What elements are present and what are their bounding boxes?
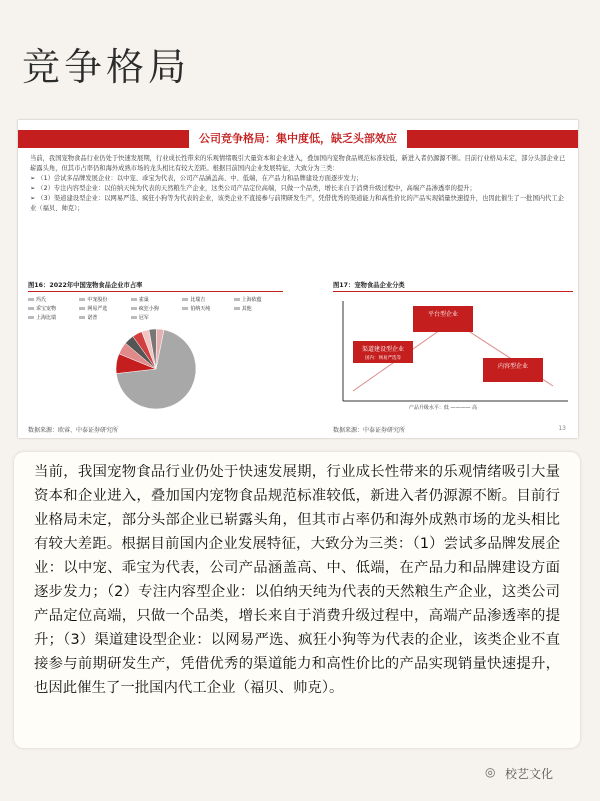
- source-right: 数据来源：中泰证券研究所: [333, 427, 406, 434]
- figure-16-legend: [28, 296, 283, 321]
- page-number: 13: [558, 425, 566, 432]
- legend-item: 诺普: [79, 314, 128, 321]
- report-bullet-2: ➢ （2）专注内容型企业：以伯纳天纯为代表的天然粮生产企业，这类公司产品定位高端，只做一个品类，增长来自于消费升级过程中，高端产品渗透率的提升；: [30, 184, 566, 194]
- content-box: [483, 358, 543, 382]
- legend-item: 冠军: [131, 314, 180, 321]
- figure-16: [28, 280, 283, 410]
- source-left: 数据来源：欧睿、中泰证券研究所: [28, 427, 119, 434]
- report-bullet-1: ➢ （1）尝试多品牌发展企业：以中宠、乖宝为代表，公司产品涵盖高、中、低端，在产品力和品牌建设方面逐步发力；: [30, 174, 566, 184]
- report-banner: [18, 130, 578, 148]
- legend-item: 上海依蕴: [234, 296, 283, 303]
- figure-16-title: 图16：2022年中国宠物食品企业市占率: [28, 280, 283, 292]
- figure-17-title: 图17：宠物食品企业分类: [333, 280, 573, 292]
- legend-item: 雀巢: [131, 296, 180, 303]
- report-image: [18, 120, 578, 438]
- report-banner-text: 公司竞争格局：集中度低，缺乏头部效应: [189, 130, 407, 148]
- legend-item: 网易严选: [79, 305, 128, 312]
- legend-item: 比瑞吉: [182, 296, 231, 303]
- market-share-pie: [28, 321, 283, 411]
- legend-item: 伯纳天纯: [182, 305, 231, 312]
- report-intro: 当前，我国宠物食品行业仍处于快速发展期，行业成长性带来的乐观情绪吸引大量资本和企业进入，叠加国内宠物食品规范标准较低，新进入者仍源源不断。目前行业格局未定，部分头部企业已崭露头角，但其市占率仍和海外成熟市场的龙头相比有较大差距。根据目前国内企业发展特征，大致分为三类：: [30, 155, 566, 172]
- summary-card: [14, 452, 580, 748]
- classification-diagram: [333, 296, 573, 411]
- platform-box-title: 平台型企业: [427, 311, 459, 318]
- legend-item: 其他: [234, 305, 283, 312]
- legend-item: 疯狂小狗: [131, 305, 180, 312]
- brand-name: 校艺文化: [505, 767, 554, 781]
- page-title: 竞争格局: [22, 45, 191, 89]
- report-bullet-3: ➢ （3）渠道建设型企业：以网易严选、疯狂小狗等为代表的企业，该类企业不直接参与前期研发生产，凭借优秀的渠道能力和高性价比的产品实现销量快速提升，也因此催生了一批国内代工企业（福贝、帅克）；: [30, 194, 566, 214]
- figure-17: [333, 280, 573, 410]
- x-axis-label: 产品升级水平：低 ———— 高: [408, 405, 478, 411]
- legend-item: 玛氏: [28, 296, 77, 303]
- report-text: [18, 148, 578, 214]
- legend-item: 上海比瑞: [28, 314, 77, 321]
- channel-box-sub: 国内：网易严选等: [365, 356, 401, 361]
- platform-box: [413, 306, 473, 332]
- wechat-icon: ◎: [485, 765, 496, 779]
- channel-box-title: 渠道建设型企业: [361, 346, 405, 353]
- legend-item: 中宠股份: [79, 296, 128, 303]
- content-box-title: 内容型企业: [497, 363, 529, 370]
- legend-item: 乖宝宠物: [28, 305, 77, 312]
- summary-text: 当前，我国宠物食品行业仍处于快速发展期，行业成长性带来的乐观情绪吸引大量资本和企业进入，叠加国内宠物食品规范标准较低，新进入者仍源源不断。目前行业格局未定，部分头部企业已崭露头角，但其市占率仍和海外成熟市场的龙头相比有较大差距。根据目前国内企业发展特征，大致分为三类：（1）尝试多品牌发展企业：以中宠、乖宝为代表，公司产品涵盖高、中、低端，在产品力和品牌建设方面逐步发力；（2）专注内容型企业：以伯纳天纯为代表的天然粮生产企业，这类公司产品定位高端，只做一个品类，增长来自于消费升级过程中，高端产品渗透率的提升；（3）渠道建设型企业：以网易严选、疯狂小狗等为代表的企业，该类企业不直接参与前期研发生产，凭借优秀的渠道能力和高性价比的产品实现销量快速提升，也因此催生了一批国内代工企业（福贝、帅克）。: [34, 464, 560, 696]
